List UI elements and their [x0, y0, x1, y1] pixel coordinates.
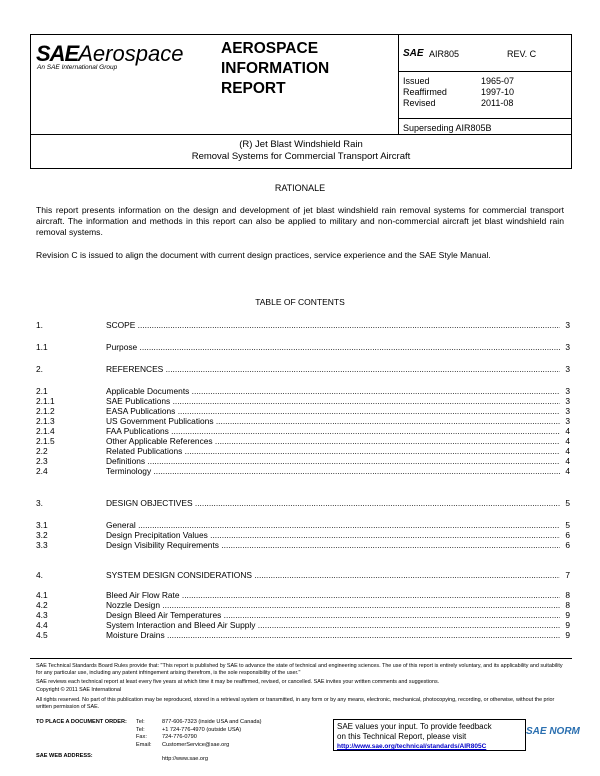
doc-type-title: [221, 39, 329, 99]
toc-entry-title: FAA Publications .....: [106, 426, 560, 436]
toc-entry-number: 4.1: [36, 590, 48, 600]
toc-entry-title: SAE Publications .....: [106, 396, 560, 406]
doc-type-line-1: AEROSPACE: [221, 40, 319, 57]
document-title-line-1: (R) Jet Blast Windshield Rain: [239, 139, 363, 150]
revised-value: 2011-08: [481, 98, 514, 108]
toc-entry-number: 2.1.4: [36, 426, 55, 436]
toc-entry-number: 4.5: [36, 630, 48, 640]
header-rule-1: [398, 71, 572, 72]
toc-entry[interactable]: [36, 436, 570, 446]
doc-type-line-3: REPORT: [221, 80, 286, 97]
toc-entry-page: 3: [565, 386, 570, 396]
toc-entry[interactable]: [36, 426, 570, 436]
toc-entry[interactable]: [36, 320, 570, 330]
toc-entry-title: Purpose .....: [106, 342, 560, 352]
footer-rule: [30, 658, 572, 659]
toc-entry[interactable]: [36, 540, 570, 550]
toc-entry-number: 4.3: [36, 610, 48, 620]
toc-entry-number: 1.1: [36, 342, 48, 352]
doc-number: AIR805: [429, 49, 460, 59]
feedback-link[interactable]: http://www.sae.org/technical/standards/AIR805C: [337, 743, 487, 750]
issued-value: 1965-07: [481, 76, 515, 86]
toc-entry-number: 2.: [36, 364, 43, 374]
toc-entry-page: 3: [565, 416, 570, 426]
toc-entry[interactable]: [36, 446, 570, 456]
toc-entry[interactable]: [36, 396, 570, 406]
toc-entry[interactable]: [36, 386, 570, 396]
order-label: TO PLACE A DOCUMENT ORDER:: [36, 719, 127, 725]
toc-entry-title: Applicable Documents .....: [106, 386, 560, 396]
sae-mark: SAE: [403, 48, 424, 59]
document-title-box: [30, 134, 572, 169]
toc-entry-page: 6: [565, 540, 570, 550]
toc-entry-title: DESIGN OBJECTIVES .....: [106, 498, 560, 508]
toc-entry-title: Design Visibility Requirements .....: [106, 540, 560, 550]
toc-entry-page: 9: [565, 610, 570, 620]
order-contact-value: 724-776-0790: [162, 734, 197, 740]
toc-entry-page: 3: [565, 320, 570, 330]
review-note: SAE reviews each technical report at least every five years at which time it may be reaffirmed, revised, or cancelled. SAE invites your written comments and suggestions.: [36, 679, 440, 685]
toc-entry-page: 9: [565, 630, 570, 640]
toc-entry-page: 8: [565, 600, 570, 610]
toc-entry-number: 4.: [36, 570, 43, 580]
order-contact-value: 877-606-7323 (inside USA and Canada): [162, 719, 262, 725]
toc-entry-page: 3: [565, 396, 570, 406]
standards-board-rules: SAE Technical Standards Board Rules provide that: "This report is published by SAE to advance the state of technical and engineering sciences. The use of this report is entirely voluntary, and its applicability and suitability for any particular use, including any patent infringement arising therefrom, is the sole responsibility of the user.": [36, 663, 563, 676]
toc-entry-page: 8: [565, 590, 570, 600]
reaffirmed-value: 1997-10: [481, 87, 515, 97]
toc-entry-page: 4: [565, 466, 570, 476]
toc-heading: TABLE OF CONTENTS: [255, 297, 345, 307]
logo-subtitle: An SAE International Group: [37, 64, 118, 71]
rationale-paragraph-1: This report presents information on the design and development of jet blast windshield rain removal systems for commercial transport aircraft. The information and methods in this report can also be applied to military and non-commercial aircraft jet blast windshield rain removal systems.: [36, 205, 564, 237]
web-address[interactable]: http://www.sae.org: [162, 756, 209, 762]
toc-entry-title: Other Applicable References .....: [106, 436, 560, 446]
toc-entry-number: 4.4: [36, 620, 48, 630]
toc-entry[interactable]: [36, 630, 570, 640]
toc-entry-page: 5: [565, 498, 570, 508]
toc-entry-number: 1.: [36, 320, 43, 330]
toc-entry-number: 2.3: [36, 456, 48, 466]
rights-note: All rights reserved. No part of this publication may be reproduced, stored in a retrieval system or transmitted, in any form or by any means, electronic, mechanical, photocopying, recording, or otherwise, without the prior written permission of SAE.: [36, 697, 555, 710]
toc-entry-page: 7: [565, 570, 570, 580]
toc-entry-number: 2.1.2: [36, 406, 55, 416]
toc-entry-title: REFERENCES .....: [106, 364, 560, 374]
toc-entry-number: 2.4: [36, 466, 48, 476]
toc-entry-number: 3.3: [36, 540, 48, 550]
toc-entry-page: 3: [565, 342, 570, 352]
toc-entry-title: Terminology .....: [106, 466, 560, 476]
toc-entry-number: 2.2: [36, 446, 48, 456]
toc-entry-page: 3: [565, 406, 570, 416]
toc-entry[interactable]: [36, 520, 570, 530]
issued-label: Issued: [403, 76, 430, 86]
toc-entry-title: Bleed Air Flow Rate .....: [106, 590, 560, 600]
revision-label: REV. C: [507, 49, 537, 59]
toc-entry-number: 2.1.3: [36, 416, 55, 426]
toc-entry[interactable]: [36, 456, 570, 466]
toc-entry-title: Definitions .....: [106, 456, 560, 466]
toc-entry[interactable]: [36, 610, 570, 620]
toc-entry-page: 9: [565, 620, 570, 630]
toc-entry-title: Moisture Drains .....: [106, 630, 560, 640]
order-contact-label: Tel:: [136, 726, 145, 733]
header-rule-2: [398, 118, 572, 119]
document-title-line-2: Removal Systems for Commercial Transport Aircraft: [191, 151, 411, 162]
toc-entry-page: 4: [565, 446, 570, 456]
toc-entry-title: US Government Publications .....: [106, 416, 560, 426]
feedback-text-1: SAE values your input. To provide feedback: [337, 722, 492, 731]
rationale-heading: RATIONALE: [274, 183, 326, 193]
toc-entry[interactable]: [36, 590, 570, 600]
toc-entry-page: 5: [565, 520, 570, 530]
toc-entry-title: EASA Publications .....: [106, 406, 560, 416]
toc-entry-title: Design Bleed Air Temperatures .....: [106, 610, 560, 620]
header-divider: [398, 35, 399, 135]
toc-entry[interactable]: [36, 406, 570, 416]
toc-entry-title: SYSTEM DESIGN CONSIDERATIONS .....: [106, 570, 560, 580]
order-contact-label: Tel:: [136, 719, 145, 725]
toc-entry-title: System Interaction and Bleed Air Supply .....: [106, 620, 560, 630]
toc-entry-number: 3.1: [36, 520, 48, 530]
revised-label: Revised: [403, 98, 436, 108]
toc-entry-title: SCOPE .....: [106, 320, 560, 330]
header-box: [30, 34, 572, 135]
toc-entry-number: 2.1: [36, 386, 48, 396]
toc-entry-page: 4: [565, 456, 570, 466]
toc-entry[interactable]: [36, 530, 570, 540]
logo-aerospace-text: Aerospace: [78, 41, 184, 66]
toc-entry-number: 4.2: [36, 600, 48, 610]
order-contact-value: CustomerService@sae.org: [162, 741, 230, 748]
toc-entry[interactable]: [36, 570, 570, 580]
web-label: SAE WEB ADDRESS:: [36, 753, 93, 759]
feedback-text-2: on this Technical Report, please visit: [337, 731, 467, 741]
superseding-note: Superseding AIR805B: [403, 123, 492, 133]
toc-entry[interactable]: [36, 416, 570, 426]
toc-entry[interactable]: [36, 600, 570, 610]
toc-entry-number: 2.1.1: [36, 396, 55, 406]
order-contact-value: +1 724-776-4970 (outside USA): [162, 726, 242, 733]
toc-entry-number: 2.1.5: [36, 436, 55, 446]
rationale-paragraph-2: Revision C is issued to align the document with current design practices, service experience and the SAE Style Manual.: [36, 250, 491, 260]
toc-entry[interactable]: [36, 498, 570, 508]
reaffirmed-label: Reaffirmed: [403, 87, 447, 97]
order-contact-label: Email:: [136, 741, 152, 748]
toc-entry-title: General .....: [106, 520, 560, 530]
toc-entry[interactable]: [36, 342, 570, 352]
toc-entry-title: Related Publications .....: [106, 446, 560, 456]
toc-entry-page: 3: [565, 364, 570, 374]
toc-entry-number: 3.2: [36, 530, 48, 540]
order-contact-label: Fax:: [136, 734, 147, 740]
toc-entry-title: Design Precipitation Values .....: [106, 530, 560, 540]
copyright-note: Copyright © 2011 SAE International: [36, 687, 122, 693]
logo-sae-text: SAE: [36, 41, 79, 66]
toc-entry[interactable]: [36, 466, 570, 476]
toc-entry-page: 4: [565, 426, 570, 436]
feedback-box: [333, 719, 526, 751]
toc-entry-number: 3.: [36, 498, 43, 508]
toc-entry[interactable]: [36, 620, 570, 630]
toc-entry-title: Nozzle Design .....: [106, 600, 560, 610]
toc-entry-page: 4: [565, 436, 570, 446]
sae-norm-logo: SAE NORM: [526, 726, 580, 737]
toc-entry-page: 6: [565, 530, 570, 540]
toc-entry[interactable]: [36, 364, 570, 374]
doc-type-line-2: INFORMATION: [221, 60, 330, 77]
